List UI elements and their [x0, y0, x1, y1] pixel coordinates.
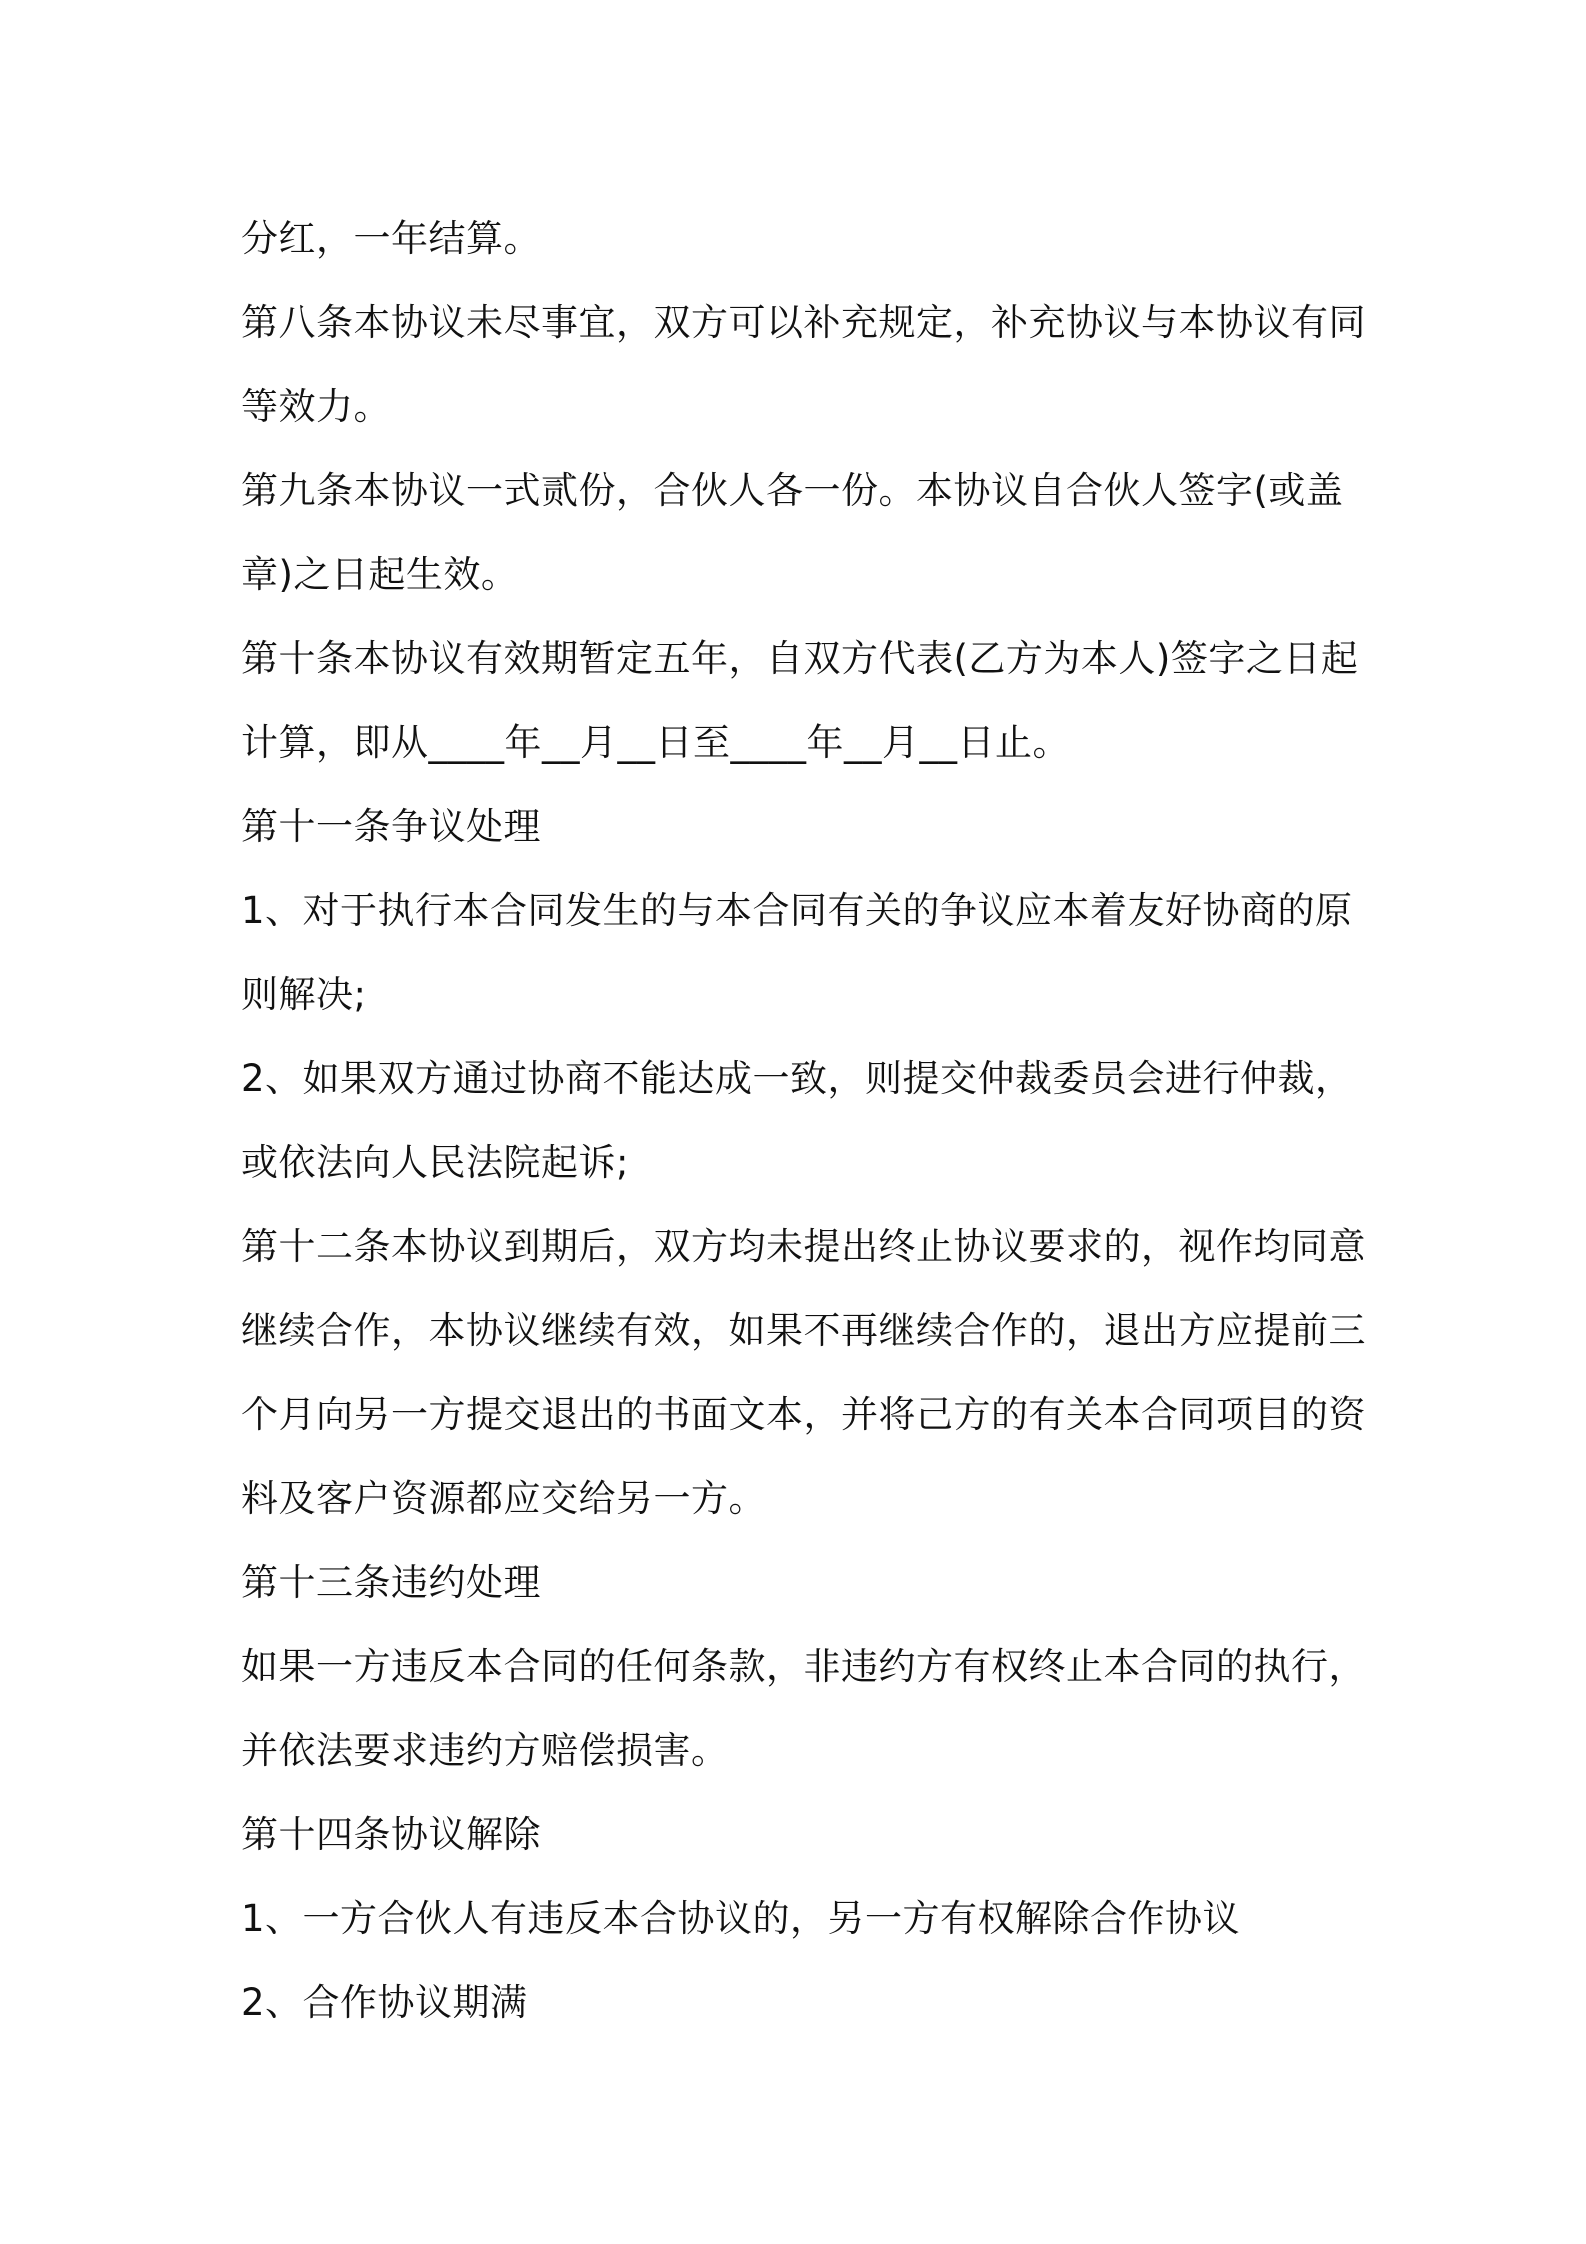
text-line: 2、合作协议期满 [241, 1981, 528, 2024]
text-line: 个月向另一方提交退出的书面文本，并将己方的有关本合同项目的资 [241, 1393, 1366, 1436]
text-line: 第十二条本协议到期后，双方均未提出终止协议要求的，视作均同意 [241, 1225, 1366, 1268]
document-body [241, 197, 1366, 2045]
text-line: 1、一方合伙人有违反本合协议的，另一方有权解除合作协议 [241, 1897, 1241, 1940]
text-line: 或依法向人民法院起诉; [241, 1141, 629, 1184]
text-line: 第九条本协议一式贰份，合伙人各一份。本协议自合伙人签字(或盖 [241, 469, 1344, 512]
text-line: 如果一方违反本合同的任何条款，非违约方有权终止本合同的执行， [241, 1645, 1366, 1688]
text-line: 则解决; [241, 973, 367, 1016]
section-heading: 第十一条争议处理 [241, 805, 541, 848]
text-line: 并依法要求违约方赔偿损害。 [241, 1729, 729, 1772]
text-line: 第八条本协议未尽事宜，双方可以补充规定，补充协议与本协议有同 [241, 301, 1366, 344]
text-line: 料及客户资源都应交给另一方。 [241, 1477, 766, 1520]
section-heading: 第十四条协议解除 [241, 1813, 541, 1856]
text-line: 等效力。 [241, 385, 391, 428]
text-line: 计算，即从____年__月__日至____年__月__日止。 [241, 721, 1070, 764]
text-line: 继续合作，本协议继续有效，如果不再继续合作的，退出方应提前三 [241, 1309, 1366, 1352]
section-heading: 第十三条违约处理 [241, 1561, 541, 1604]
text-line: 第十条本协议有效期暂定五年，自双方代表(乙方为本人)签字之日起 [241, 637, 1359, 680]
text-line: 2、如果双方通过协商不能达成一致，则提交仲裁委员会进行仲裁， [241, 1057, 1353, 1100]
text-line: 1、对于执行本合同发生的与本合同有关的争议应本着友好协商的原 [241, 889, 1353, 932]
text-line: 分红，一年结算。 [241, 217, 541, 260]
text-line: 章)之日起生效。 [241, 553, 519, 596]
